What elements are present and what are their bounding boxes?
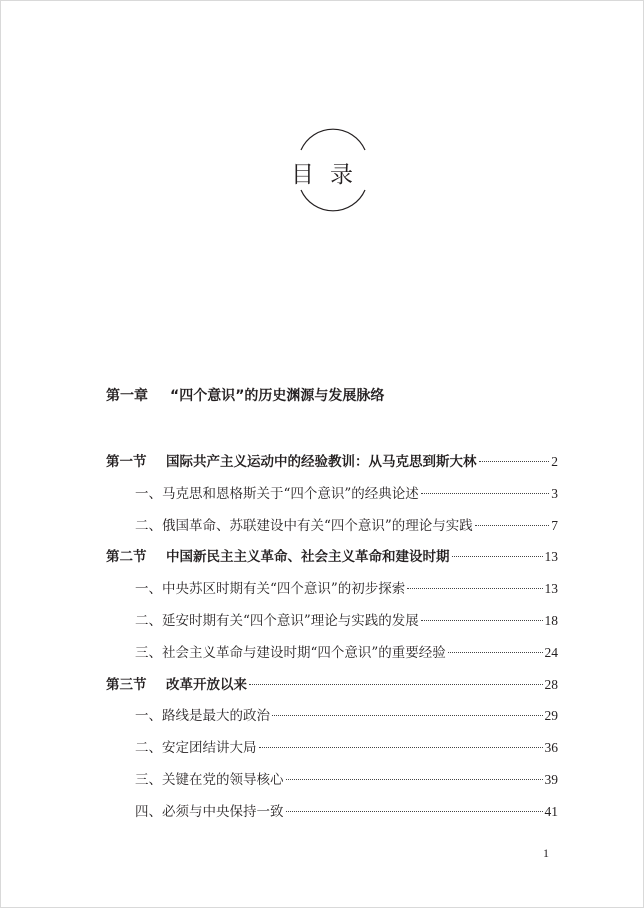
dot-leader xyxy=(475,524,549,526)
toc-entry-label: 国际共产主义运动中的经验教训：从马克思到斯大林 xyxy=(166,454,477,470)
toc-page-number: 7 xyxy=(551,517,558,533)
chapter-number: 第一章 xyxy=(106,388,148,404)
toc-item-row[interactable] xyxy=(135,768,558,788)
toc-section-number: 第三节 xyxy=(106,676,147,693)
toc-item-row[interactable] xyxy=(135,736,558,756)
toc-entry-label: 二、安定团结讲大局 xyxy=(135,740,257,757)
toc-page-number: 13 xyxy=(544,549,558,565)
dot-leader xyxy=(272,714,543,716)
dot-leader xyxy=(421,492,549,494)
toc-entry-label: 改革开放以来 xyxy=(166,676,247,693)
dot-leader xyxy=(452,555,543,557)
toc-page-number: 24 xyxy=(544,644,558,660)
page-number: 1 xyxy=(543,846,549,860)
toc-entry-label: 中国新民主主义革命、社会主义革命和建设时期 xyxy=(166,549,450,566)
toc-item-row[interactable] xyxy=(135,609,558,629)
toc-item-row[interactable] xyxy=(135,577,558,597)
toc-section-number: 第一节 xyxy=(106,454,147,470)
dot-leader xyxy=(286,810,543,812)
toc-page-number: 18 xyxy=(544,613,558,628)
toc-entry-label: 二、俄国革命、苏联建设中有关“四个意识”的理论与实践 xyxy=(135,517,473,534)
toc-item-row[interactable] xyxy=(135,482,558,502)
toc-entry-label: 一、路线是最大的政治 xyxy=(135,708,270,725)
toc-page-number: 28 xyxy=(544,676,558,692)
toc-item-row[interactable] xyxy=(135,641,558,661)
toc-item-row[interactable] xyxy=(135,704,558,724)
dot-leader xyxy=(421,619,543,621)
toc-section-row[interactable] xyxy=(106,545,558,565)
toc-section-row[interactable] xyxy=(106,673,558,693)
toc-entry-label: 三、关键在党的领导核心 xyxy=(135,772,284,788)
toc-section-number: 第二节 xyxy=(106,549,147,566)
toc-page-number: 13 xyxy=(544,581,558,597)
toc-page-number: 3 xyxy=(551,485,558,501)
toc-entry-label: 二、延安时期有关“四个意识”理论与实践的发展 xyxy=(135,613,419,629)
dot-leader xyxy=(259,746,543,748)
toc-item-row[interactable] xyxy=(135,800,558,820)
toc-item-row[interactable] xyxy=(135,514,558,534)
toc-page-number: 2 xyxy=(551,454,558,469)
toc-page-number: 29 xyxy=(544,708,558,724)
dot-leader xyxy=(249,683,543,685)
toc-entry-label: 一、马克思和恩格斯关于“四个意识”的经典论述 xyxy=(135,485,419,502)
toc-page-number: 36 xyxy=(544,740,558,756)
toc-entry-label: 一、中央苏区时期有关“四个意识”的初步探索 xyxy=(135,581,406,598)
toc-page-number: 39 xyxy=(544,772,558,787)
toc-section-row[interactable] xyxy=(106,450,558,470)
toc-entry-label: 四、必须与中央保持一致 xyxy=(135,803,284,820)
dot-leader xyxy=(448,651,543,653)
dot-leader xyxy=(407,587,542,589)
dot-leader xyxy=(286,778,543,780)
chapter-title: “四个意识”的历史渊源与发展脉络 xyxy=(170,388,385,404)
toc-page-number: 41 xyxy=(544,803,558,819)
toc-entry-label: 三、社会主义革命与建设时期“四个意识”的重要经验 xyxy=(135,644,446,661)
dot-leader xyxy=(479,460,550,462)
page-title: 目录 xyxy=(291,162,369,188)
